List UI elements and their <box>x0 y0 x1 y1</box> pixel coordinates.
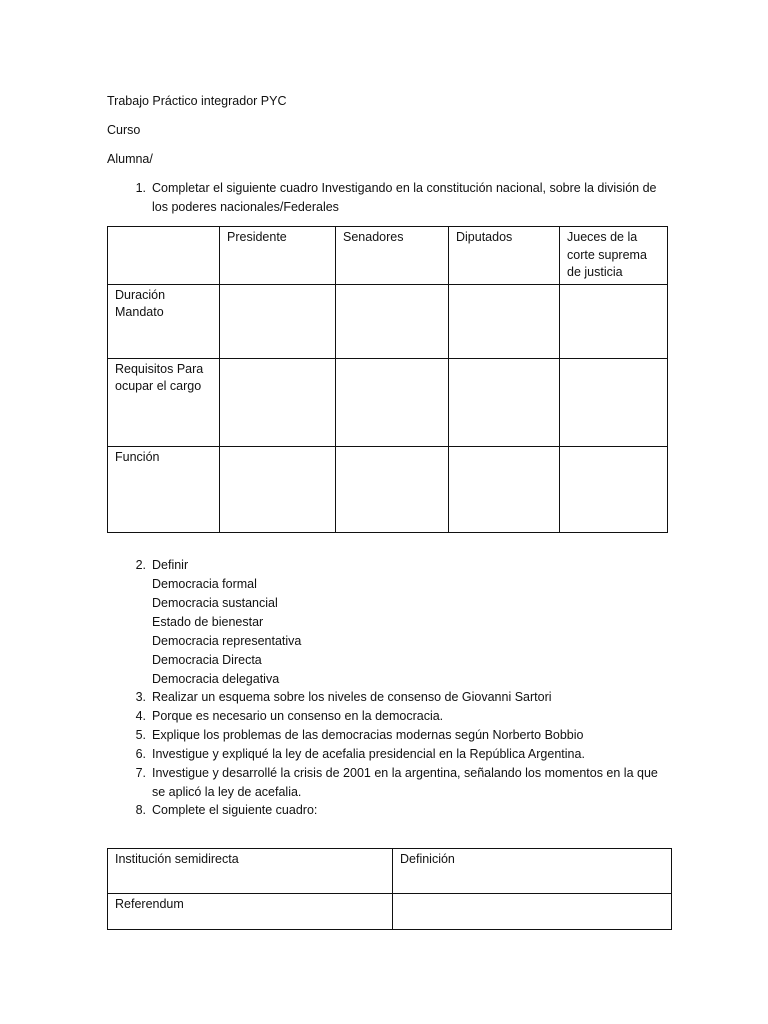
definition-item: Democracia Directa <box>152 653 262 667</box>
question-text: Completar el siguiente cuadro Investigando en la constitución nacional, sobre la división de los poderes nacionales/Federales <box>152 181 657 214</box>
table-header-cell <box>108 227 220 285</box>
question-text: Investigue y desarrollé la crisis de 2001 en la argentina, señalando los momentos en la que se aplicó la ley de acefalia. <box>152 766 658 799</box>
table-cell <box>220 446 336 532</box>
table-cell <box>220 284 336 358</box>
table-cell <box>336 446 449 532</box>
row-label: Función <box>108 446 220 532</box>
table-header-cell: Jueces de la corte suprema de justicia <box>560 227 668 285</box>
table-cell <box>560 284 668 358</box>
table-cell <box>560 446 668 532</box>
definition-item: Democracia sustancial <box>152 596 278 610</box>
table-header-row <box>108 227 668 285</box>
question-text: Porque es necesario un consenso en la democracia. <box>152 709 444 723</box>
document-title: Trabajo Práctico integrador PYC <box>107 94 287 108</box>
table-cell <box>560 358 668 446</box>
question-number: 5. <box>135 728 146 742</box>
question-text: Explique los problemas de las democracias modernas según Norberto Bobbio <box>152 728 584 742</box>
table-header-cell: Institución semidirecta <box>108 849 393 894</box>
definition-item: Estado de bienestar <box>152 615 264 629</box>
table-cell <box>220 358 336 446</box>
row-label: Requisitos Para ocupar el cargo <box>108 358 220 446</box>
definition-item: Democracia representativa <box>152 634 302 648</box>
table-cell <box>336 358 449 446</box>
poderes-table <box>107 226 668 533</box>
curso-label: Curso <box>107 123 141 137</box>
table-cell <box>449 446 560 532</box>
alumna-label: Alumna/ <box>107 152 153 166</box>
question-text: Realizar un esquema sobre los niveles de consenso de Giovanni Sartori <box>152 690 552 704</box>
question-number: 6. <box>135 747 146 761</box>
table-row <box>108 284 668 358</box>
table-header-cell: Presidente <box>220 227 336 285</box>
table-header-cell: Diputados <box>449 227 560 285</box>
table-cell <box>393 894 672 930</box>
table-header-cell: Definición <box>393 849 672 894</box>
table-row <box>108 894 672 930</box>
question-text: Investigue y expliqué la ley de acefalia presidencial en la República Argentina. <box>152 747 585 761</box>
question-text <box>152 556 672 689</box>
definition-item: Democracia delegativa <box>152 672 280 686</box>
table-row <box>108 358 668 446</box>
table-cell <box>449 284 560 358</box>
table-cell <box>336 284 449 358</box>
table-cell <box>449 358 560 446</box>
question-number: 4. <box>135 709 146 723</box>
table-header-row <box>108 849 672 894</box>
table-header-cell: Senadores <box>336 227 449 285</box>
definition-item: Democracia formal <box>152 577 257 591</box>
row-label: Duración Mandato <box>108 284 220 358</box>
table-row <box>108 446 668 532</box>
question-number: 3. <box>135 690 146 704</box>
question-number: 7. <box>135 766 146 780</box>
question-number: 1. <box>135 181 146 195</box>
question-heading: Definir <box>152 558 189 572</box>
question-number: 2. <box>135 558 146 572</box>
row-label: Referendum <box>108 894 393 930</box>
question-text: Complete el siguiente cuadro: <box>152 803 318 817</box>
question-number: 8. <box>135 803 146 817</box>
institucion-table <box>107 848 672 930</box>
